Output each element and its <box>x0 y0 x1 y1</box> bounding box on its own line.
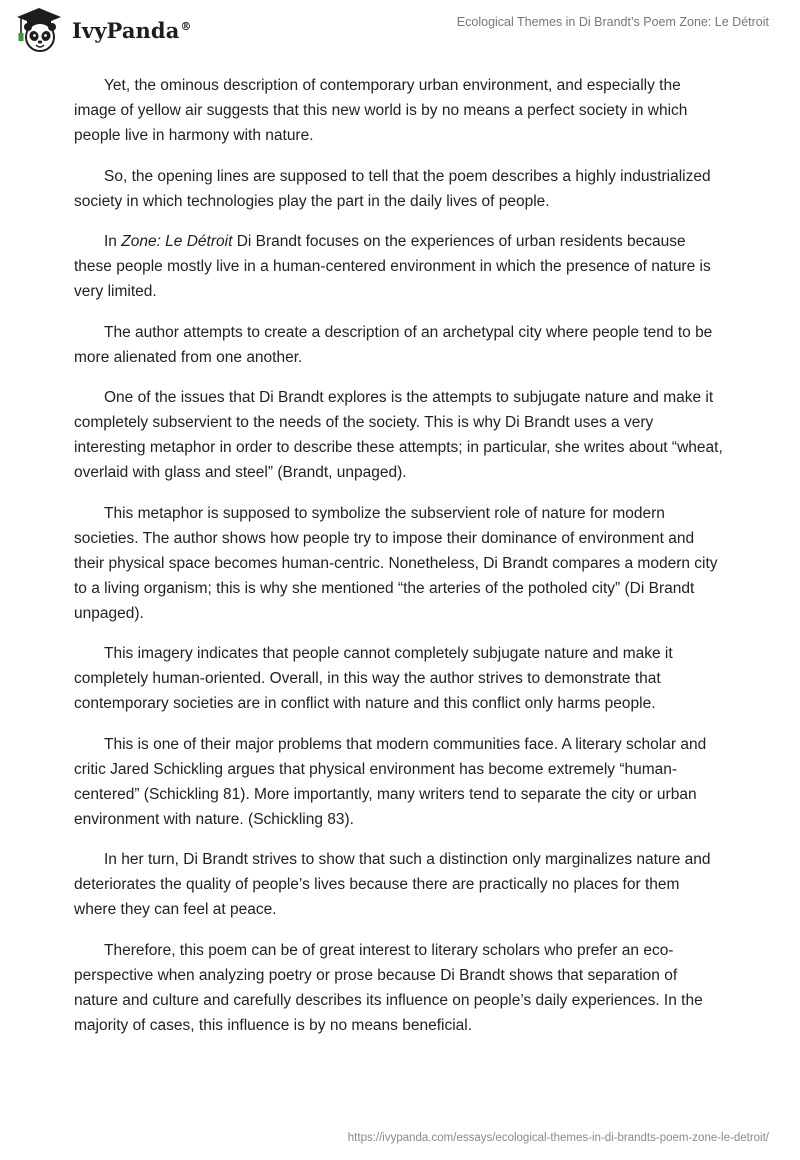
registered-mark: ® <box>180 19 192 33</box>
paragraph: This metaphor is supposed to symbolize the subservient role of nature for modern societies. The author shows how people try to impose their dominance of environment and their physical space becomes human-centric. Nonetheless, Di Brandt compares a modern city to a living organism; this is why she mentioned “the arteries of the potholed city” (Di Brandt unpaged). <box>74 504 718 622</box>
brand-logo[interactable] <box>14 6 192 52</box>
paragraph: In her turn, Di Brandt strives to show that such a distinction only marginalizes nature and deteriorates the quality of people’s lives because there are practically no places for them where they can feel at peace. <box>74 851 711 918</box>
paragraph: This imagery indicates that people cannot completely subjugate nature and make it completely human-oriented. Overall, in this way the author strives to demonstrate that contemporary societies are in conflict with nature and this conflict only harms people. <box>74 645 673 712</box>
paragraph: This is one of their major problems that modern communities face. A literary scholar and critic Jared Schickling argues that physical environment has become extremely “human-centered” (Schickling 81). More importantly, many writers tend to separate the city or urban environment with nature. (Schickling 83). <box>74 735 707 828</box>
paragraph-suffix: Di Brandt focuses on the experiences of urban residents because these people mostly live in a human-centered environment in which the presence of nature is very limited. <box>74 233 711 300</box>
essay-body <box>74 73 724 1053</box>
paragraph: One of the issues that Di Brandt explores is the attempts to subjugate nature and make it completely subservient to the needs of the society. This is why Di Brandt uses a very interesting metaphor in order to describe these attempts; in particular, she writes about “wheat, overlaid with glass and steel” (Brandt, unpaged). <box>74 389 723 481</box>
document-title: Ecological Themes in Di Brandt’s Poem Zone: Le Détroit <box>456 15 769 29</box>
paragraph-prefix: In <box>104 233 122 250</box>
source-url-link[interactable]: https://ivypanda.com/essays/ecological-themes-in-di-brandts-poem-zone-le-detroit/ <box>347 1132 769 1144</box>
poem-title-italic: Zone: Le Détroit <box>121 233 233 250</box>
paragraph: Yet, the ominous description of contemporary urban environment, and especially the image of yellow air suggests that this new world is by no means a perfect society in which people live in harmony with nature. <box>74 77 688 144</box>
paragraph: Therefore, this poem can be of great interest to literary scholars who prefer an eco-perspective when analyzing poetry or prose because Di Brandt shows that separation of nature and culture and carefully describes its influence on people’s daily experiences. In the majority of cases, this influence is by no means beneficial. <box>74 941 703 1034</box>
page-header <box>0 0 800 70</box>
paragraph: The author attempts to create a description of an archetypal city where people tend to be more alienated from one another. <box>74 323 713 366</box>
brand-name: IvyPanda® <box>72 17 192 43</box>
paragraph <box>74 229 724 304</box>
paragraph: So, the opening lines are supposed to tell that the poem describes a highly industrialized society in which technologies play the part in the daily lives of people. <box>74 167 711 210</box>
panda-graduate-icon <box>14 6 64 52</box>
